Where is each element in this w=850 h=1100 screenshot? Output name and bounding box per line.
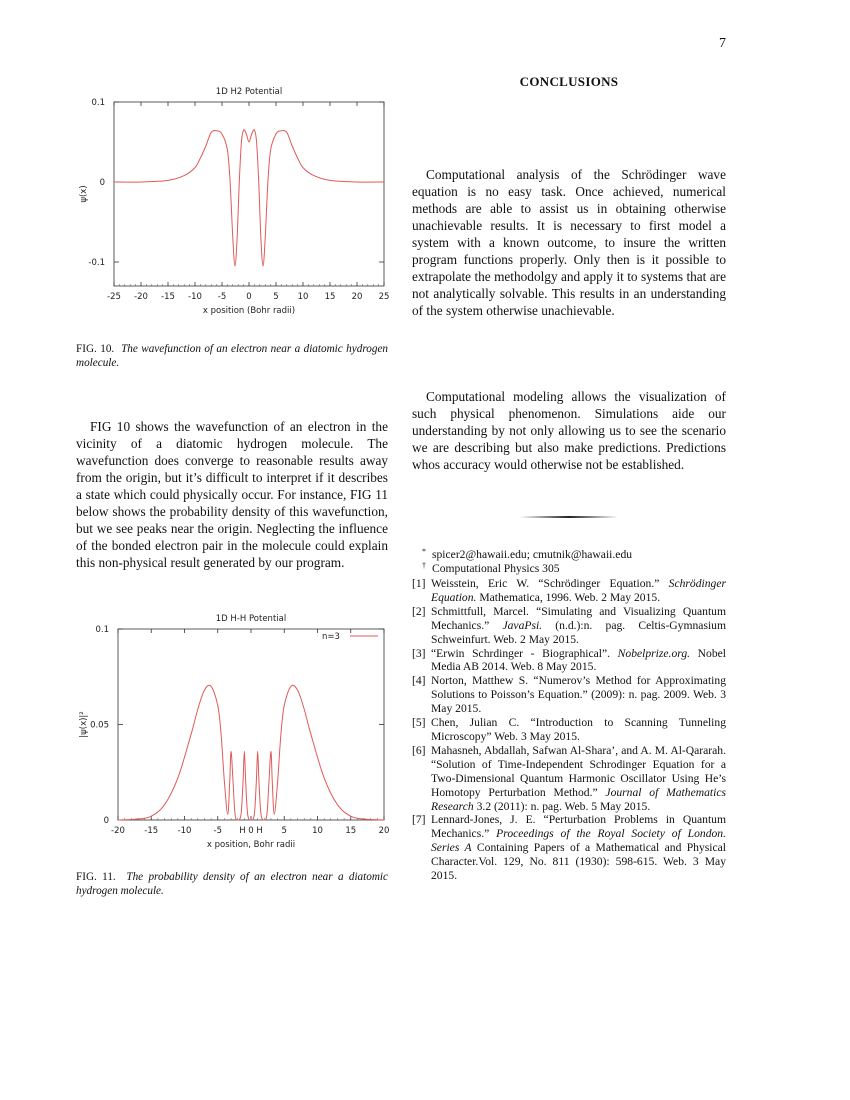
plot-frame — [118, 629, 384, 820]
conclusions-heading: CONCLUSIONS — [519, 74, 619, 89]
figure-11-caption-text: The probability density of an electron near a diatomic hydrogen molecule. — [76, 871, 388, 897]
footnote-mark: * — [422, 547, 426, 556]
reference-text: Containing Papers of a Mathematical and Physical Character.Vol. 129, No. 811 (1930): 598-615. Web. 3 May 2015. — [431, 841, 726, 883]
reference-number: [5] — [412, 716, 426, 730]
legend-label: n=3 — [322, 632, 340, 642]
page-number: 7 — [719, 36, 726, 51]
reference-text: Norton, Matthew S. “Numerov’s Method for Approximating Solutions to Poisson’s Equation.” (2009): n. pag. 2009. Web. 3 May 2015. — [431, 674, 726, 716]
reference-text: Chen, Julian C. “Introduction to Scanning Tunneling Microscopy” Web. 3 May 2015. — [431, 716, 726, 743]
reference-number: [7] — [412, 813, 426, 827]
left-body-text — [76, 418, 388, 571]
x-tick-label: -15 — [161, 292, 175, 302]
x-tick-label: 10 — [297, 292, 309, 302]
figure-11-plot — [76, 606, 396, 866]
data-series-line — [114, 130, 384, 266]
data-series-line — [118, 685, 384, 820]
x-tick-label: 10 — [312, 826, 323, 836]
fig10-discussion-paragraph: FIG 10 shows the wavefunction of an electron in the vicinity of a diatomic hydrogen molecule. The wavefunction does converge to reasonable results away from the origin, but it’s difficult to interpret if it describes a state which could physically occur. For instance, FIG 11 below shows the probability density of this wavefunction, but we see peaks near the origin. Neglecting the influence of the bonded electron pair in the molecule could explain this non-physical result generated by our program. — [76, 419, 388, 570]
reference-item — [412, 577, 726, 605]
figure-10 — [76, 78, 388, 328]
figure-10-caption-text: The wavefunction of an electron near a diatomic hydrogen molecule. — [76, 343, 389, 369]
x-tick-label: -20 — [134, 292, 148, 302]
reference-text: Schmittfull, Marcel. “Simulating and Visualizing Quantum Mechanics.” — [431, 604, 726, 632]
reference-text: Nobel Media AB 2014. Web. 8 May 2015. — [431, 646, 726, 674]
figure-11-caption — [76, 870, 388, 898]
reference-text: (n.d.):n. pag. Celtis-Gymnasium Schweinfurt. Web. 2 May 2015. — [431, 618, 726, 646]
figure-10-caption-label: FIG. 10. — [76, 343, 115, 355]
x-tick-label: H 0 H — [239, 826, 263, 836]
y-tick-label: 0 — [99, 178, 105, 188]
x-tick-label: 15 — [345, 826, 357, 836]
footnote-mark: † — [422, 561, 426, 571]
figure-11-caption-label: FIG. 11. — [76, 871, 116, 883]
reference-number: [3] — [412, 646, 426, 660]
x-tick-label: 15 — [324, 292, 336, 302]
reference-number: [1] — [412, 577, 426, 590]
reference-text: Mahasneh, Abdallah, Safwan Al-Shara’, and A. M. Al-Qararah. “Solution of Time-Independent Schrodinger Equation for a Two-Dimensional Quantum Harmonic Oscillator Using He’s Homotopy Perturbation Method.” — [431, 743, 726, 799]
y-tick-label: 0.1 — [95, 625, 109, 635]
reference-title: Proceedings of the Royal Society of London. Series A — [431, 827, 726, 855]
reference-title: Journal of Mathematics Research — [431, 785, 726, 813]
reference-number: [6] — [412, 743, 426, 757]
reference-text: Weisstein, Eric W. “Schrödinger Equation.” — [431, 577, 669, 590]
footnote-text: spicer2@hawaii.edu; cmutnik@hawaii.edu — [432, 548, 633, 561]
figure-11 — [76, 606, 388, 866]
footnote-email — [412, 548, 726, 562]
reference-text: Mathematica, 1996. Web. 2 May 2015. — [476, 590, 661, 604]
figure-10-plot — [76, 78, 396, 328]
x-tick-label: 0 — [246, 292, 252, 302]
reference-text: Lennard-Jones, J. E. “Perturbation Problems in Quantum Mechanics.” — [431, 813, 726, 841]
reference-text: “Erwin Schrdinger - Biographical”. — [431, 646, 618, 660]
reference-number: [2] — [412, 604, 426, 618]
figure-10-caption — [76, 342, 388, 370]
x-tick-label: 20 — [378, 826, 390, 836]
chart-title: 1D H2 Potential — [215, 87, 283, 97]
reference-item — [412, 744, 726, 814]
x-axis-label: x position (Bohr radii) — [202, 306, 296, 316]
conclusions-paragraph-1-block — [412, 166, 726, 319]
chart-title: 1D H-H Potential — [215, 614, 287, 624]
y-tick-label: -0.1 — [88, 258, 105, 268]
references-list — [412, 577, 726, 883]
x-tick-label: 5 — [281, 826, 287, 836]
x-tick-label: -20 — [111, 826, 125, 836]
reference-item — [412, 605, 726, 647]
footnote-course — [412, 562, 726, 576]
x-tick-label: 25 — [378, 292, 390, 302]
reference-title: Nobelprize.org. — [617, 646, 691, 660]
x-axis-label: x position, Bohr radii — [206, 840, 296, 850]
conclusions-paragraph-2: Computational modeling allows the visualization of such physical phenomenon. Simulations aide our understanding by not only allowing us to see the scenario we are describing but also make predictions. Predictions whos accuracy would otherwise not be established. — [412, 389, 726, 472]
plot-frame — [114, 102, 384, 286]
footnotes — [412, 548, 726, 577]
x-tick-label: -10 — [188, 292, 202, 302]
y-tick-label: 0.1 — [91, 98, 105, 108]
reference-text: 3.2 (2011): n. pag. Web. 5 May 2015. — [473, 799, 651, 813]
conclusions-paragraph-2-block — [412, 388, 726, 473]
reference-item — [412, 716, 726, 744]
reference-item — [412, 674, 726, 716]
x-tick-label: 20 — [351, 292, 363, 302]
reference-item — [412, 647, 726, 675]
x-tick-label: -5 — [217, 292, 227, 302]
x-tick-label: 5 — [273, 292, 279, 302]
y-axis-label: ψ(x) — [79, 185, 89, 203]
x-tick-label: -5 — [213, 826, 222, 836]
x-tick-label: -10 — [177, 826, 192, 836]
x-tick-label: -15 — [144, 826, 159, 836]
y-tick-label: 0.05 — [90, 720, 109, 731]
reference-title: JavaPsi. — [502, 618, 543, 632]
reference-title: Schrödinger Equation. — [431, 577, 726, 604]
reference-item — [412, 813, 726, 883]
section-divider — [520, 516, 618, 518]
y-axis-label: |ψ(x)|² — [79, 711, 89, 738]
x-tick-label: -25 — [107, 292, 121, 302]
footnote-text: Computational Physics 305 — [432, 562, 560, 576]
conclusions-paragraph-1: Computational analysis of the Schrödinger wave equation is no easy task. Once achieved, numerical methods are able to assist us in obtaining otherwise unachievable results. It is necessary to first model a system with a known outcome, to insure the written program functions properly. Only then is it possible to extrapolate the methodolgy and apply it to systems that are not analytically solvable. This results in an understanding of the system otherwise unachievable. — [412, 167, 726, 318]
reference-number: [4] — [412, 674, 426, 688]
y-tick-label: 0 — [103, 816, 109, 826]
